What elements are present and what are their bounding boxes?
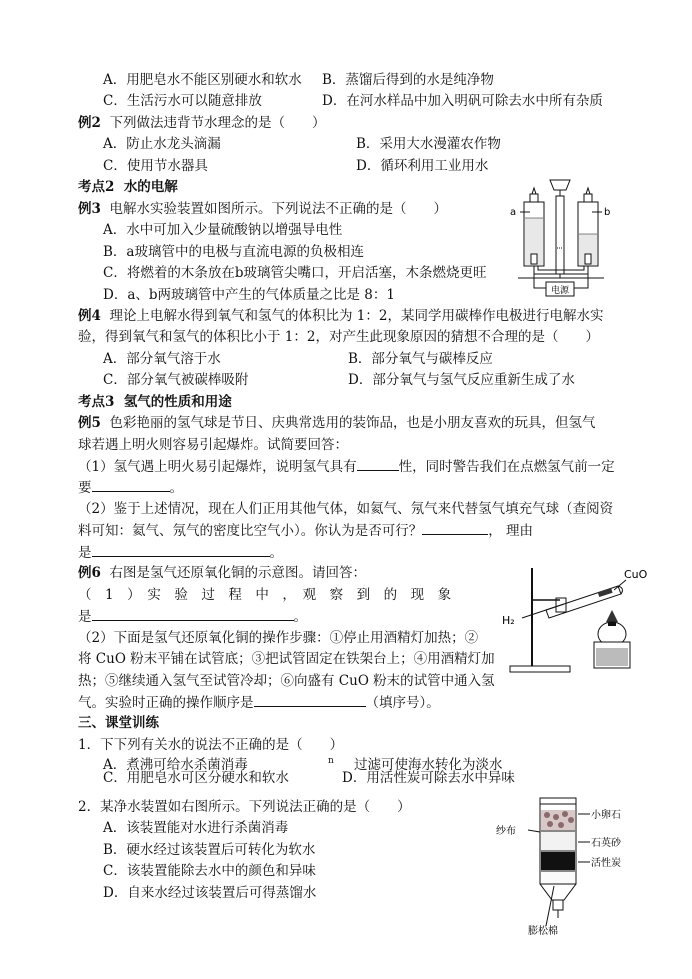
tube-b-label: b xyxy=(604,207,611,218)
ex5-part2-line3 xyxy=(78,542,283,563)
gauze-label: 纱布 xyxy=(496,826,516,837)
ex6-part1-line2 xyxy=(78,606,307,627)
cuo-label: CuO xyxy=(624,568,648,581)
q1-option-c: C．生活污水可以随意排放 xyxy=(103,93,262,109)
example-5 xyxy=(78,413,596,433)
answer-blank[interactable] xyxy=(92,477,170,492)
ex4-option-a: A．部分氧气溶于水 xyxy=(103,351,221,367)
pebble-label: 小卵石 xyxy=(591,810,621,821)
ex2-option-a: A．防止水龙头滴漏 xyxy=(103,136,221,152)
example-3 xyxy=(78,199,447,219)
example-stem: 理论上电解水得到氧气和氢气的体积比为 1：2，某同学用碳棒作电极进行电解水实 xyxy=(109,308,604,324)
electrolysis-apparatus-figure xyxy=(508,178,612,302)
example-stem: 色彩艳丽的氢气球是节日、庆典常选用的装饰品，也是小朋友喜欢的玩具，但氢气 xyxy=(109,415,596,431)
answer-blank[interactable] xyxy=(254,692,366,707)
example-stem: 右图是氢气还原氧化铜的示意图。请回答： xyxy=(109,565,366,581)
ex6-part2-line1: （2）下面是氢气还原氧化铜的操作步骤：①停止用酒精灯加热；② xyxy=(78,630,479,646)
ex2-option-c: C．使用节水器具 xyxy=(103,158,208,174)
ex5-part2-text-2: ， 理由 xyxy=(488,523,534,539)
ex5-part2-text: 料可知：氦气、氖气的密度比空气小）。你认为是否可行？ xyxy=(78,523,423,539)
ex4-option-b: B．部分氧气与碳棒反应 xyxy=(348,351,493,367)
ex6-part2-line4-text: 气。实验时正确的操作顺序是 xyxy=(78,695,254,711)
t2-option-a: A．该装置能对水进行杀菌消毒 xyxy=(103,820,289,836)
t1-option-c: C．用肥皂水可区分硬水和软水 xyxy=(103,770,289,786)
ex6-part2-line4-end: （填序号）。 xyxy=(365,695,440,711)
ex5-part1-end: 。 xyxy=(169,480,183,496)
ex3-option-d: D．a、b两玻璃管中产生的气体质量之比是 8：1 xyxy=(103,287,395,303)
example-4 xyxy=(78,306,603,326)
ex5-part1-line2-text: 要 xyxy=(78,480,92,496)
ex6-part1: （ 1 ） 实 验 过 程 中 ， 观 察 到 的 现 象 xyxy=(78,587,452,603)
key-point-label: 考点2 xyxy=(78,179,115,195)
answer-blank[interactable] xyxy=(422,520,488,535)
answer-blank[interactable] xyxy=(92,606,294,621)
t1-option-b-mark: n xyxy=(328,756,334,766)
t2-option-b: B．硬水经过该装置后可转化为软水 xyxy=(103,842,316,858)
ex5-part2-end: 。 xyxy=(269,545,283,561)
example-label: 例3 xyxy=(78,201,101,217)
example-6 xyxy=(78,563,366,583)
answer-blank[interactable] xyxy=(357,456,399,471)
ex5-part1-text-2: 性，同时警告我们在点燃氢气前一定 xyxy=(398,459,615,475)
ex4-option-d: D．部分氧气与氢气反应重新生成了水 xyxy=(348,372,575,388)
example-2 xyxy=(78,113,326,133)
water-purifier-figure xyxy=(494,796,644,936)
key-point-2 xyxy=(78,177,178,197)
ex6-part2-line2: 将 CuO 粉末平铺在试管底；③把试管固定在铁架台上；④用酒精灯加 xyxy=(78,651,495,667)
example-label: 例4 xyxy=(78,308,101,324)
t1-option-a: A．煮沸可给水杀菌消毒 xyxy=(103,757,248,773)
example-label: 例2 xyxy=(78,115,101,131)
example-label: 例6 xyxy=(78,565,101,581)
q1-option-d: D．在河水样品中加入明矾可除去水中所有杂质 xyxy=(322,93,603,109)
ex3-option-c: C．将燃着的木条放在b玻璃管尖嘴口，开启活塞，木条燃烧更旺 xyxy=(103,265,487,281)
ex5-part1-line2 xyxy=(78,477,183,498)
ex3-option-a: A．水中可加入少量硫酸钠以增强导电性 xyxy=(103,222,343,238)
cotton-label: 膨松棉 xyxy=(528,926,558,936)
quartz-sand-label: 石英砂 xyxy=(591,838,621,849)
training-question-2: 2．某净水装置如右图所示。下列说法正确的是（ ） xyxy=(78,799,411,815)
power-supply-label: 电源 xyxy=(550,286,570,296)
q1-option-a: A．用肥皂水不能区别硬水和软水 xyxy=(103,72,302,88)
t1-option-d: D．用活性炭可除去水中异味 xyxy=(342,770,515,786)
h2-label: H₂ xyxy=(502,614,515,627)
section-3-title: 三、课堂训练 xyxy=(78,715,159,731)
ex3-option-b: B．a玻璃管中的电极与直流电源的负极相连 xyxy=(103,244,364,260)
ex5-stem-line2: 球若遇上明火则容易引起爆炸。试简要回答： xyxy=(78,437,348,453)
ex6-part2-line3: 热；⑤继续通入氢气至试管冷却；⑥向盛有 CuO 粉末的试管中通入氢 xyxy=(78,673,495,689)
key-point-title: 水的电解 xyxy=(123,179,178,195)
key-point-3 xyxy=(78,392,232,412)
ex5-part2-line3-text: 是 xyxy=(78,545,92,561)
t2-option-c: C．该装置能除去水中的颜色和异味 xyxy=(103,863,316,879)
ex6-part2-line4 xyxy=(78,692,440,713)
ex5-part1 xyxy=(78,456,615,477)
ex5-part2-line1: （2）鉴于上述情况，现在人们正用其他气体，如氦气、氖气来代替氢气填充气球（查阅资 xyxy=(78,501,614,517)
ex4-stem-line2: 验，得到氧气和氢气的体积比小于 1：2，对产生此现象原因的猜想不合理的是（ ） xyxy=(78,329,599,345)
activated-carbon-label: 活性炭 xyxy=(591,858,621,869)
tube-a-label: a xyxy=(510,207,517,218)
t1-option-b: 过滤可使海水转化为淡水 xyxy=(354,757,503,773)
example-label: 例5 xyxy=(78,415,101,431)
answer-blank[interactable] xyxy=(92,542,270,557)
t2-option-d: D．自来水经过该装置后可得蒸馏水 xyxy=(103,885,317,901)
hydrogen-reduction-apparatus-figure xyxy=(502,560,660,680)
example-stem: 下列做法违背节水理念的是（ ） xyxy=(109,115,326,131)
ex4-option-c: C．部分氧气被碳棒吸附 xyxy=(103,372,249,388)
example-stem: 电解水实验装置如图所示。下列说法不正确的是（ ） xyxy=(109,201,447,217)
q1-option-b: B．蒸馏后得到的水是纯净物 xyxy=(322,72,494,88)
ex5-part1-text: （1）氢气遇上明火易引起爆炸，说明氢气具有 xyxy=(78,459,357,475)
ex6-part1-end: 。 xyxy=(293,609,307,625)
training-question-1: 1．下下列有关水的说法不正确的是（ ） xyxy=(78,737,344,753)
ex5-part2-line2 xyxy=(78,520,533,541)
key-point-label: 考点3 xyxy=(78,394,115,410)
ex6-part1-line2-text: 是 xyxy=(78,609,92,625)
key-point-title: 氢气的性质和用途 xyxy=(123,394,232,410)
ex2-option-b: B．采用大水漫灌农作物 xyxy=(356,136,501,152)
ex2-option-d: D．循环利用工业用水 xyxy=(356,158,489,174)
